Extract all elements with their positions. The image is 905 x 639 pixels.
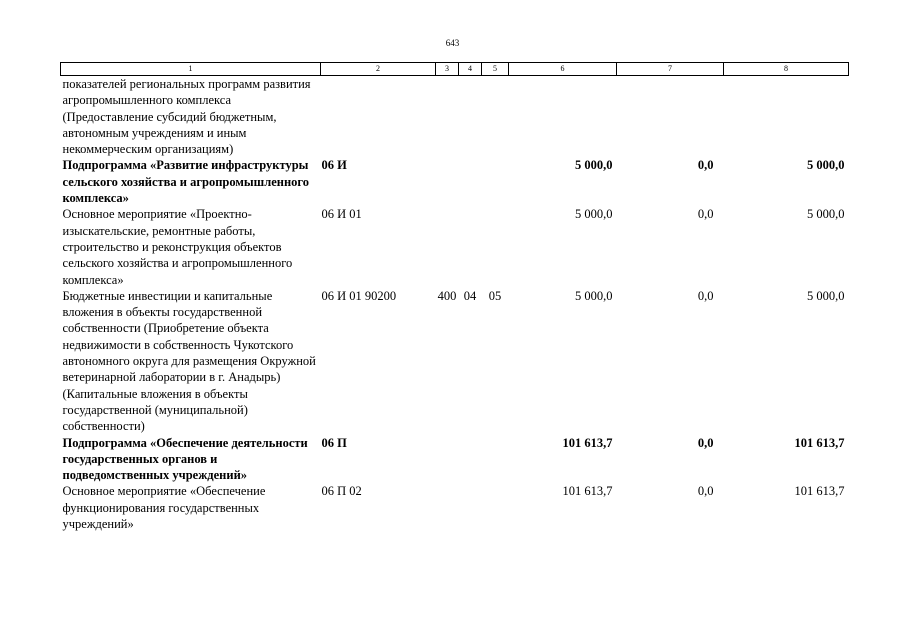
row-value-7 bbox=[617, 76, 724, 158]
row-name: Основное мероприятие «Проектно-изыскательские, ремонтные работы, строительство и реконструкция объектов сельского хозяйства и агропромышленного комплекса» bbox=[62, 207, 293, 287]
header-cell-8: 8 bbox=[724, 63, 849, 76]
header-row bbox=[61, 63, 849, 76]
row-rz bbox=[459, 483, 482, 532]
row-name: показателей региональных программ развития агропромышленного комплекса (Предоставление субсидий бюджетным, автономным учреждениям и иным некоммерческим организациям) bbox=[62, 77, 311, 157]
row-pr bbox=[482, 435, 509, 484]
row-vr bbox=[436, 206, 459, 287]
header-cell-6: 6 bbox=[509, 63, 617, 76]
table-row bbox=[61, 76, 849, 158]
row-rz bbox=[459, 157, 482, 206]
row-code: 06 И 01 90200 bbox=[321, 288, 397, 303]
row-pr bbox=[482, 157, 509, 206]
row-rz bbox=[459, 76, 482, 158]
row-name: Бюджетные инвестиции и капитальные вложения в объекты государственной собственности (Приобретение объекта недвижимости в собственность Чукотского автономного округа для размещения Окружной ветеринарной лаборатории в г. Анадырь) (Капитальные вложения в объекты государственной (муниципальной) собственности) bbox=[62, 288, 316, 434]
row-value-6 bbox=[509, 76, 617, 158]
row-vr bbox=[436, 157, 459, 206]
row-name: Подпрограмма «Развитие инфраструктуры сельского хозяйства и агропромышленного комплекса» bbox=[62, 158, 310, 206]
table-header bbox=[61, 63, 849, 76]
row-value-8: 101 613,7 bbox=[794, 484, 845, 499]
row-rz: 04 bbox=[463, 288, 477, 303]
row-code: 06 П bbox=[321, 435, 347, 450]
row-value-7: 0,0 bbox=[697, 288, 714, 303]
row-code: 06 П 02 bbox=[321, 484, 362, 499]
row-rz bbox=[459, 206, 482, 287]
row-vr bbox=[436, 483, 459, 532]
row-code: 06 И 01 bbox=[321, 207, 362, 222]
row-value-7: 0,0 bbox=[697, 158, 714, 173]
row-value-6: 101 613,7 bbox=[562, 484, 613, 499]
row-value-6: 5 000,0 bbox=[575, 288, 613, 303]
budget-table bbox=[60, 62, 849, 532]
row-code bbox=[321, 76, 436, 158]
row-pr bbox=[482, 483, 509, 532]
table-row bbox=[61, 157, 849, 206]
page-number: 643 bbox=[445, 38, 460, 48]
row-value-8: 101 613,7 bbox=[794, 435, 845, 450]
row-code: 06 И bbox=[321, 158, 347, 173]
row-value-6: 5 000,0 bbox=[575, 207, 613, 222]
row-value-8: 5 000,0 bbox=[807, 207, 845, 222]
table-row bbox=[61, 435, 849, 484]
row-value-6: 101 613,7 bbox=[562, 435, 613, 450]
row-pr bbox=[482, 206, 509, 287]
row-value-8 bbox=[724, 76, 849, 158]
row-rz bbox=[459, 435, 482, 484]
header-cell-1: 1 bbox=[61, 63, 321, 76]
row-vr: 400 bbox=[437, 288, 457, 303]
table-row bbox=[61, 483, 849, 532]
table-row bbox=[61, 288, 849, 435]
row-value-7: 0,0 bbox=[697, 435, 714, 450]
row-vr bbox=[436, 76, 459, 158]
row-name: Основное мероприятие «Обеспечение функционирования государственных учреждений» bbox=[62, 484, 266, 532]
header-cell-5: 5 bbox=[482, 63, 509, 76]
row-value-8: 5 000,0 bbox=[807, 158, 845, 173]
table-body bbox=[61, 76, 849, 533]
row-value-7: 0,0 bbox=[697, 207, 714, 222]
row-name: Подпрограмма «Обеспечение деятельности государственных органов и подведомственных учреждений» bbox=[62, 435, 308, 483]
header-cell-2: 2 bbox=[321, 63, 436, 76]
row-value-7: 0,0 bbox=[697, 484, 714, 499]
row-value-8: 5 000,0 bbox=[807, 288, 845, 303]
table-row bbox=[61, 206, 849, 287]
row-value-6: 5 000,0 bbox=[575, 158, 613, 173]
header-cell-7: 7 bbox=[617, 63, 724, 76]
header-cell-3: 3 bbox=[436, 63, 459, 76]
row-vr bbox=[436, 435, 459, 484]
header-cell-4: 4 bbox=[459, 63, 482, 76]
row-pr bbox=[482, 76, 509, 158]
row-pr: 05 bbox=[488, 288, 502, 303]
